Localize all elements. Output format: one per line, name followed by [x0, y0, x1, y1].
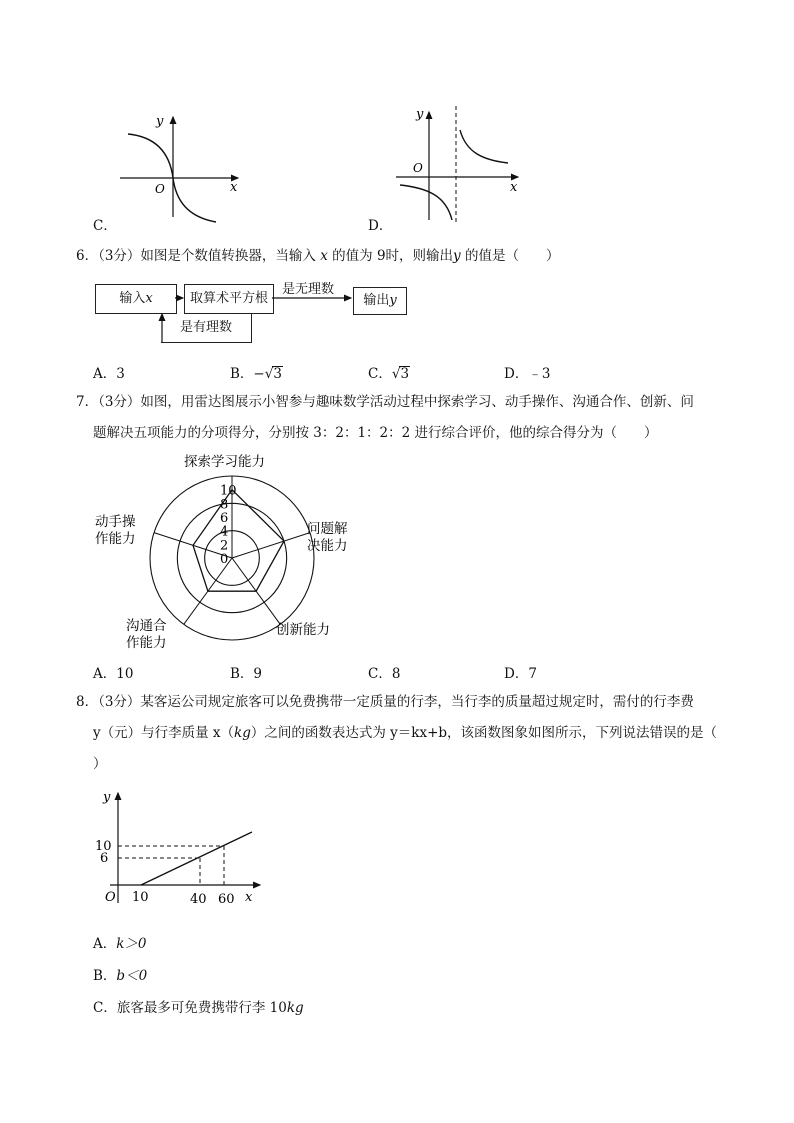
q7-option-d: D．7 [504, 666, 537, 682]
radar-label-hands-2: 作能力 [95, 531, 136, 547]
q8-graph [90, 785, 270, 910]
q8-x-tick-40: 40 [190, 892, 207, 907]
q5d-y-label: y [416, 107, 424, 122]
radar-label-comm-2: 作能力 [126, 635, 167, 651]
q8-origin: O [105, 890, 116, 905]
q7-option-a: A．10 [93, 666, 134, 682]
q8-y-label: y [103, 790, 111, 805]
flow-arrows [150, 276, 370, 346]
q8-option-a: A．k＞0 [93, 936, 147, 952]
q5d-x-label: x [510, 180, 518, 195]
q8-x-label: x [245, 890, 253, 905]
q5c-x-label: x [230, 180, 238, 195]
q5-option-c: C． [93, 218, 117, 234]
radar-chart [90, 450, 380, 655]
flow-output-box: 输出y [353, 287, 407, 315]
q6-stem: 6．（3分）如图是个数值转换器，当输入 x 的值为 9时，则输出y 的值是（ ） [76, 248, 560, 264]
radar-tick-6: 6 [220, 511, 229, 526]
radar-label-solve-2: 决能力 [307, 538, 348, 554]
q8-x-tick-60: 60 [218, 892, 235, 907]
flow-irrational-label: 是无理数 [282, 282, 335, 297]
q6-option-a: A．3 [93, 366, 125, 382]
q6-option-c: C．√3 [368, 366, 410, 382]
radar-label-innovate: 创新能力 [276, 622, 330, 638]
q7-stem-line2: 题解决五项能力的分项得分，分别按 3：2：1：2：2 进行综合评价，他的综合得分为（ ） [93, 425, 658, 441]
q8-option-c: C．旅客最多可免费携带行李 10kg [93, 1000, 304, 1016]
q5c-y-label: y [156, 114, 164, 129]
radar-score-polygon [193, 490, 284, 592]
radar-tick-4: 4 [220, 524, 229, 540]
q8-x-tick-10: 10 [132, 890, 149, 905]
radar-tick-10: 10 [220, 483, 237, 499]
q5c-origin: O [155, 182, 165, 196]
q8-y-tick-10: 10 [95, 839, 112, 854]
q7-option-c: C．8 [368, 666, 401, 682]
q5-option-d: D． [368, 218, 393, 234]
radar-label-solve-1: 问题解 [307, 521, 348, 537]
radar-tick-8: 8 [220, 497, 229, 513]
radar-tick-2: 2 [220, 538, 229, 554]
q8-stem-line3: ） [93, 756, 107, 772]
radar-axis-2 [232, 533, 310, 558]
q5-graph-d [390, 100, 540, 225]
q6-option-b: B．−√3 [230, 366, 282, 382]
q5-graph-c [110, 105, 260, 230]
flow-process-box: 取算术平方根 [184, 284, 274, 314]
q6-option-d: D．﹣3 [504, 366, 551, 382]
q8-option-b: B．b＜0 [93, 968, 148, 984]
q8-y-tick-6: 6 [100, 851, 109, 866]
radar-label-explore: 探索学习能力 [184, 454, 265, 470]
q7-stem-line1: 7．（3分）如图，用雷达图展示小智参与趣味数学活动过程中探索学习、动手操作、沟通合作、创新、问 [76, 394, 694, 410]
radar-label-hands-1: 动手操 [95, 514, 136, 530]
radar-label-comm-1: 沟通合 [126, 618, 167, 634]
flow-input-box: 输入x [95, 284, 177, 314]
flow-rational-box: 是有理数 [161, 314, 252, 343]
q8-stem-line2: y（元）与行李质量 x（kg）之间的函数表达式为 y＝kx+b，该函数图象如图所示，下列说法错误的是（ [93, 725, 718, 741]
q7-option-b: B．9 [230, 666, 263, 682]
radar-tick-0: 0 [220, 552, 229, 567]
q5d-origin: O [413, 161, 423, 175]
q8-stem-line1: 8．（3分）某客运公司规定旅客可以免费携带一定质量的行李，当行李的质量超过规定时，需付的行李费 [76, 694, 694, 710]
